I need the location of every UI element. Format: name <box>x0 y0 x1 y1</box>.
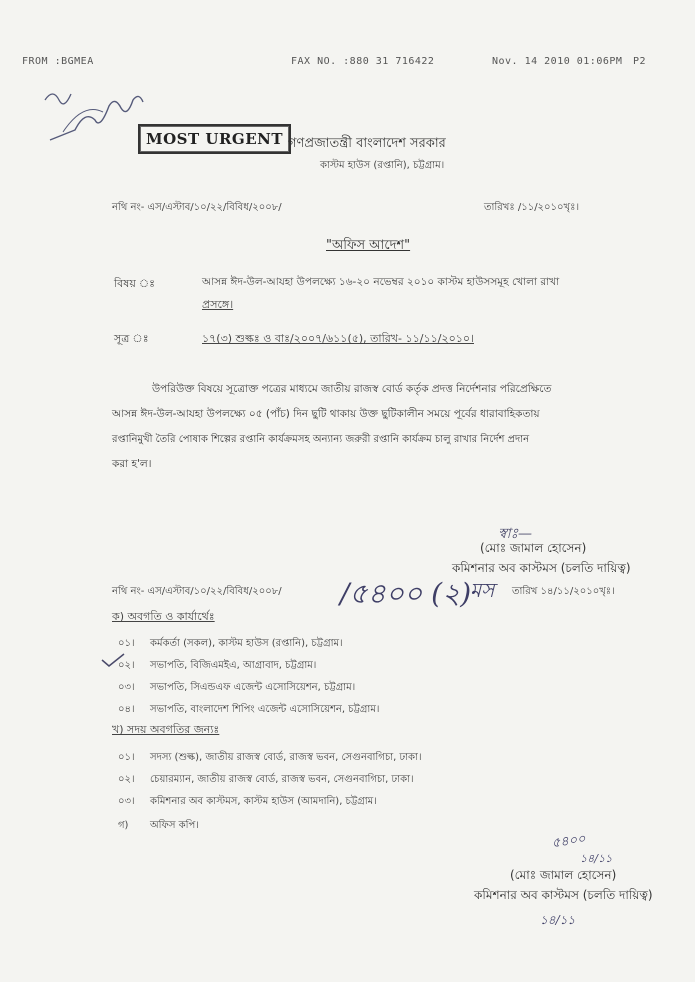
item-number: ০২। <box>118 774 135 785</box>
section-b-list <box>118 750 422 816</box>
item-text: সদস্য (শুল্ক), জাতীয় রাজস্ব বোর্ড, রাজস্ব ভবন, সেগুনবাগিচা, ঢাকা। <box>150 752 422 763</box>
item-number: ০৩। <box>118 682 135 693</box>
list-item <box>118 658 379 680</box>
signature-initial-date: ১৪/১১ <box>540 913 576 927</box>
list-item <box>118 794 422 816</box>
item-text: সভাপতি, বিজিএমইএ, আগ্রাবাদ, চট্টগ্রাম। <box>150 660 317 671</box>
item-text: কমিশনার অব কাস্টমস, কাস্টম হাউস (আমদানি), চট্টগ্রাম। <box>150 796 377 807</box>
letterhead-office: কাস্টম হাউস (রপ্তানি), চট্টগ্রাম। <box>320 160 445 171</box>
body-line: রপ্তানিমুখী তৈরি পোষাক শিল্পের রপ্তানি কার্যক্রমসহ অন্যান্য জরুরী রপ্তানি কার্যক্রম চালু রাখার নির্দেশ প্রদান <box>112 434 530 445</box>
body-line: করা হ'ল। <box>112 458 152 470</box>
body-line: উপরিউক্ত বিষয়ে সূত্রোক্ত পত্রের মাধ্যমে জাতীয় রাজস্ব বোর্ড কর্তৃক প্রদত্ত নির্দেশনার পরিপ্রেক্ষিতে <box>152 383 552 395</box>
most-urgent-stamp: MOST URGENT <box>138 124 291 154</box>
item-number: ০১। <box>118 752 135 763</box>
body-paragraph <box>112 377 654 477</box>
list-item <box>118 750 422 772</box>
issue-date: তারিখঃ /১১/২০১০খৃঃ। <box>484 202 580 213</box>
subject-text-line1: আসন্ন ঈদ-উল-আযহা উপলক্ষ্যে ১৬-২০ নভেম্বর ২০১০ কাস্টম হাউসসমূহ খোলা রাখা <box>202 276 560 288</box>
fax-number: FAX NO. :880 31 716422 <box>291 56 435 67</box>
signature-scribble: ৫৪০০ <box>550 831 587 852</box>
item-text: সভাপতি, সিএন্ডএফ এজেন্ট এসোসিয়েশন, চট্টগ্রাম। <box>150 682 356 693</box>
section-a-list <box>118 636 379 724</box>
item-number: ০১। <box>118 638 135 649</box>
memo-date: তারিখ ১৪/১১/২০১০খৃঃ। <box>512 586 615 597</box>
order-title: "অফিস আদেশ" <box>326 238 411 253</box>
memo-handwritten-number: /৫৪০০ (২) <box>340 577 472 610</box>
subject-label: বিষয় ঃ <box>114 277 156 290</box>
memo-file-number: নথি নং- এস/এস্টাব/১০/২২/বিবিধ/২০০৮/ <box>112 586 282 597</box>
item-text: কর্মকর্তা (সকল), কাস্টম হাউস (রপ্তানি), চট্টগ্রাম। <box>150 638 343 649</box>
section-a-heading: ক) অবগতি ও কার্যার্থেঃ <box>112 610 215 623</box>
fax-from: FROM :BGMEA <box>22 56 94 67</box>
body-line: আসন্ন ঈদ-উল-আযহা উপলক্ষ্যে ০৫ (পাঁচ) দিন ছুটি থাকায় উক্ত ছুটিকালীন সময়ে পূর্বের ধারাবাহিকতায় <box>112 408 540 420</box>
item-text: সভাপতি, বাংলাদেশ শিপিং এজেন্ট এসোসিয়েশন, চট্টগ্রাম। <box>150 704 380 715</box>
item-number: ০৪। <box>118 704 135 715</box>
letterhead-government: গণপ্রজাতন্ত্রী বাংলাদেশ সরকার <box>288 136 446 151</box>
list-item <box>118 636 379 658</box>
section-c-text: অফিস কপি। <box>150 820 199 831</box>
check-mark-icon <box>100 652 126 668</box>
reference-label: সূত্র ঃ <box>114 332 149 345</box>
signatory-name: (মোঃ জামাল হোসেন) <box>480 541 587 555</box>
subject-text-line2: প্রসঙ্গে। <box>202 298 234 311</box>
section-b-heading: খ) সদয় অবগতির জন্যঃ <box>112 723 220 736</box>
signatory-designation: কমিশনার অব কাস্টমস (চলতি দায়িত্ব) <box>452 561 631 575</box>
fax-page: P2 <box>633 56 647 67</box>
file-number: নথি নং- এস/এস্টাব/১০/২২/বিবিধ/২০০৮/ <box>112 202 282 213</box>
section-c-number: গ) <box>118 820 129 831</box>
signatory-name-2: (মোঃ জামাল হোসেন) <box>510 868 617 882</box>
reference-text: ১৭(৩) শুল্কঃ ও বাঃ/২০০৭/৬১১(৫), তারিখ- ১১/১১/২০১০। <box>202 332 474 345</box>
list-item <box>118 680 379 702</box>
list-item <box>118 772 422 794</box>
item-text: চেয়ারম্যান, জাতীয় রাজস্ব বোর্ড, রাজস্ব ভবন, সেগুনবাগিচা, ঢাকা। <box>150 774 414 785</box>
memo-initials: মস <box>470 578 495 602</box>
item-number: ০২। <box>118 660 135 671</box>
item-number: ০৩। <box>118 796 135 807</box>
signature-initial: স্বাঃ— <box>498 526 533 542</box>
fax-datetime: Nov. 14 2010 01:06PM <box>492 56 623 67</box>
signature-scribble-date: ১৪/১১ <box>580 852 613 865</box>
signatory-designation-2: কমিশনার অব কাস্টমস (চলতি দায়িত্ব) <box>474 888 653 902</box>
